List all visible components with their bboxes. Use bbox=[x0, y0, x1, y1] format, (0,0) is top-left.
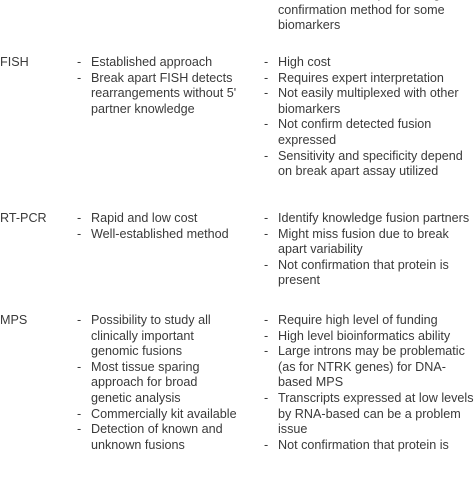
item-line: Might miss fusion due to break bbox=[278, 226, 449, 241]
item-line: by RNA-based can be a problem bbox=[278, 406, 461, 421]
item-line: biomarkers bbox=[278, 101, 341, 116]
bullet-dash: - bbox=[264, 344, 269, 359]
list-item bbox=[264, 227, 474, 258]
item-line: Commercially kit available bbox=[91, 406, 237, 421]
item-line: Not confirmation that protein is bbox=[278, 257, 449, 272]
bullet-dash: - bbox=[264, 437, 269, 452]
item-line: genomic fusions bbox=[91, 344, 183, 359]
table-row-rt-pcr bbox=[0, 211, 474, 313]
item-line: present bbox=[278, 273, 321, 288]
bullet-dash: - bbox=[264, 86, 269, 101]
bullet-dash: - bbox=[77, 70, 82, 85]
item-line: based MPS bbox=[278, 375, 344, 390]
list-item bbox=[77, 55, 253, 71]
item-line: unknown fusions bbox=[91, 437, 185, 452]
item-line: Established approach bbox=[91, 55, 213, 69]
item-line: Identify knowledge fusion partners bbox=[278, 211, 470, 225]
advantages-cell bbox=[77, 55, 253, 117]
item-line: Require high level of funding bbox=[278, 313, 438, 327]
bullet-dash: - bbox=[77, 226, 82, 241]
table-row-fish bbox=[0, 55, 474, 211]
list-item bbox=[77, 313, 253, 360]
bullet-dash: - bbox=[264, 390, 269, 405]
bullet-dash: - bbox=[77, 406, 82, 421]
item-line: apart variability bbox=[278, 242, 363, 257]
item-line: Sensitivity and specificity depend bbox=[278, 148, 463, 163]
bullet-dash: - bbox=[77, 211, 82, 225]
bullet-dash: - bbox=[264, 211, 269, 225]
method-label: RT-PCR bbox=[0, 211, 47, 225]
bullet-dash: - bbox=[77, 359, 82, 374]
item-line: Break apart FISH detects bbox=[91, 70, 233, 85]
bullet-dash: - bbox=[264, 313, 269, 327]
bullet-dash: - bbox=[264, 70, 269, 85]
list-item bbox=[264, 211, 474, 227]
list-item bbox=[264, 258, 474, 289]
disadvantages-cell bbox=[264, 55, 474, 180]
list-item bbox=[264, 329, 474, 345]
method-label: FISH bbox=[0, 55, 29, 69]
bullet-dash: - bbox=[264, 55, 269, 69]
list-item bbox=[77, 71, 253, 118]
list-item bbox=[264, 55, 474, 71]
item-line: clinically important bbox=[91, 328, 194, 343]
list-item bbox=[264, 86, 474, 117]
item-line: rearrangements without 5' bbox=[91, 86, 237, 101]
item-line: expressed bbox=[278, 132, 337, 147]
item-line: Most tissue sparing bbox=[91, 359, 200, 374]
list-item bbox=[77, 407, 253, 423]
item-line: biomarkers bbox=[278, 18, 341, 33]
item-line: issue bbox=[278, 422, 308, 437]
item-line: Rapid and low cost bbox=[91, 211, 198, 225]
disadvantages-cell bbox=[264, 0, 474, 34]
disadvantages-cell bbox=[264, 313, 474, 453]
item-line: Well-established method bbox=[91, 226, 229, 241]
list-item bbox=[77, 422, 253, 453]
list-item bbox=[264, 391, 474, 438]
item-line: Requires expert interpretation bbox=[278, 70, 444, 85]
bullet-dash: - bbox=[264, 257, 269, 272]
bullet-dash: - bbox=[264, 328, 269, 343]
item-line: genetic analysis bbox=[91, 390, 181, 405]
item-line: Not easily multiplexed with other bbox=[278, 86, 459, 101]
bullet-dash: - bbox=[77, 55, 82, 69]
list-item bbox=[264, 313, 474, 329]
item-line: on break apart assay utilized bbox=[278, 164, 439, 179]
method-label: MPS bbox=[0, 313, 28, 327]
bullet-dash: - bbox=[264, 148, 269, 163]
list-item bbox=[77, 360, 253, 407]
advantages-cell bbox=[77, 313, 253, 453]
list-item bbox=[264, 149, 474, 180]
disadvantages-cell bbox=[264, 211, 474, 289]
bullet-dash: - bbox=[264, 226, 269, 241]
item-line: Possibility to study all bbox=[91, 313, 211, 327]
item-line: confirmation method for some bbox=[278, 2, 445, 17]
item-line: High cost bbox=[278, 55, 331, 69]
list-item bbox=[77, 227, 253, 243]
bullet-dash bbox=[264, 0, 268, 3]
list-item bbox=[264, 71, 474, 87]
bullet-dash: - bbox=[77, 422, 82, 437]
item-line: Large introns may be problematic bbox=[278, 344, 465, 359]
item-line: Detection of known and bbox=[91, 422, 223, 437]
list-item bbox=[264, 438, 474, 454]
advantages-cell bbox=[77, 211, 253, 242]
bullet-dash: - bbox=[264, 117, 269, 132]
list-item bbox=[264, 0, 474, 34]
list-item bbox=[77, 211, 253, 227]
item-line: approach for broad bbox=[91, 375, 198, 390]
item-line: Not confirm detected fusion bbox=[278, 117, 432, 132]
item-line: Transcripts expressed at low levels bbox=[278, 390, 474, 405]
item-line: (as for NTRK genes) for DNA- bbox=[278, 359, 446, 374]
item-line: High level bioinformatics ability bbox=[278, 328, 451, 343]
list-item bbox=[264, 344, 474, 391]
bullet-dash: - bbox=[77, 313, 82, 327]
item-line: partner knowledge bbox=[91, 101, 195, 116]
item-line: Not confirmation that protein is bbox=[278, 437, 449, 452]
table-row-continued bbox=[0, 0, 474, 55]
table-row-mps bbox=[0, 313, 474, 503]
list-item bbox=[264, 117, 474, 148]
